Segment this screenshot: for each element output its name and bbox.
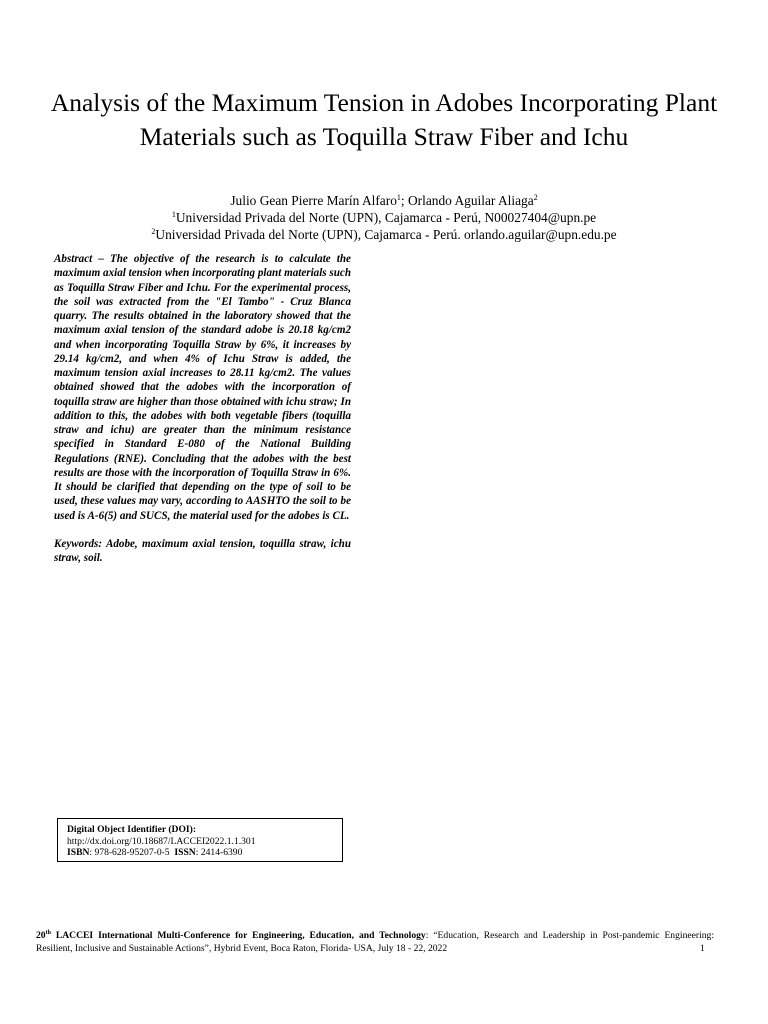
isbn-value: : 978-628-95207-0-5 (89, 847, 170, 858)
footer-edition-number: 20 (36, 930, 46, 941)
affiliation-2-text: Universidad Privada del Norte (UPN), Cajamarca - Perú. orlando.aguilar@upn.edu.pe (155, 227, 617, 242)
page-number: 1 (700, 943, 705, 954)
author-line (30, 192, 738, 209)
issn-value: : 2414-6390 (195, 847, 243, 858)
keywords-label: Keywords: (54, 537, 103, 550)
footer-conference-details: : “Education, Research and Leadership in Post-pandemic Engineering: Resilient, Inclusive and Sustainable Actions”, Hybrid Event, Boca Raton, Florida- USA, July 18 - 22, 2022 (36, 930, 715, 954)
author-1-superscript: 1 (396, 193, 401, 202)
isbn-label: ISBN (67, 847, 90, 858)
doi-label: Digital Object Identifier (DOI): (67, 824, 197, 835)
author-2-name: Orlando Aguilar Aliaga (407, 193, 534, 208)
doi-link[interactable]: http://dx.doi.org/10.18687/LACCEI2022.1.1.301 (67, 835, 256, 847)
abstract-column (54, 252, 351, 565)
abstract-paragraph (54, 252, 351, 523)
author-1-name: Julio Gean Pierre Marín Alfaro (230, 193, 397, 208)
affiliation-2-superscript: 2 (151, 227, 156, 236)
issn-label: ISSN (174, 847, 196, 858)
affiliation-2 (30, 226, 738, 243)
affiliation-1 (30, 209, 738, 226)
author-2-superscript: 2 (533, 193, 538, 202)
footer-conference-name: LACCEI International Multi-Conference for Engineering, Education, and Technology (50, 930, 426, 941)
author-separator: ; (400, 193, 408, 208)
affiliation-1-text: Universidad Privada del Norte (UPN), Cajamarca - Perú, N00027404@upn.pe (175, 210, 597, 225)
abstract-label: Abstract (54, 253, 93, 265)
footer-edition-ordinal: th (45, 930, 51, 936)
affiliation-1-superscript: 1 (171, 210, 176, 219)
keywords-text: Adobe, maximum axial tension, toquilla straw, ichu straw, soil. (54, 537, 351, 564)
authors-block (30, 192, 738, 243)
paper-title: Analysis of the Maximum Tension in Adobes Incorporating Plant Materials such as Toquilla Straw Fiber and Ichu (50, 88, 718, 151)
keywords-paragraph (54, 537, 351, 566)
abstract-text: – The objective of the research is to calculate the maximum axial tension when incorporating plant materials such as Toquilla Straw Fiber and Ichu. For the experimental process, the soil was extracted from the "El Tambo" - Cruz Blanca quarry. The results obtained in the laboratory showed that the maximum axial tension of the standard adobe is 20.18 kg/cm2 and when incorporating Toquilla Straw by 6%, it increases by 29.14 kg/cm2, and when 4% of Ichu Straw is added, the maximum tension axial increases to 28.11 kg/cm2. The values obtained showed that the adobes with the incorporation of toquilla straw are higher than those obtained with ichu straw; In addition to this, the adobes with both vegetable fibers (toquilla straw and ichu) are greater than the minimum resistance specified in Standard E-080 of the National Building Regulations (RNE). Concluding that the adobes with the best results are those with the incorporation of Toquilla Straw in 6%. It should be clarified that depending on the type of soil to be used, these values may vary, according to AASHTO the soil to be used is A-6(5) and SUCS, the material used for the adobes is CL. (54, 253, 351, 522)
conference-footer (36, 930, 714, 955)
doi-box (57, 818, 343, 862)
